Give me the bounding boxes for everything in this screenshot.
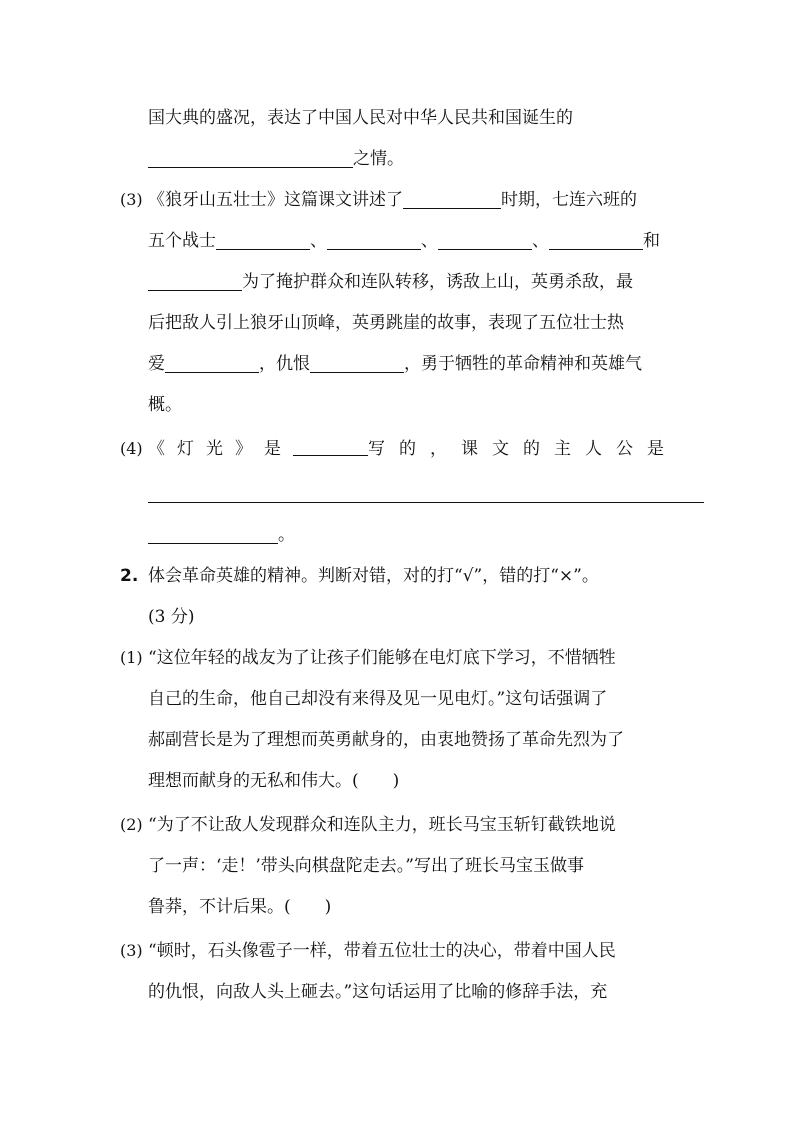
answer-blank[interactable] bbox=[327, 227, 421, 250]
answer-blank[interactable] bbox=[293, 433, 368, 456]
text-segment: ，仇恨 bbox=[259, 354, 310, 374]
q1-cont-line-1: 国大典的盛况，表达了中国人民对中华人民共和国诞生的 bbox=[148, 108, 573, 128]
text-segment: 爱 bbox=[148, 354, 165, 374]
q2-2-line-2: 了一声：‘走！’带头向棋盘陀走去。”写出了班长马宝玉做事 bbox=[148, 856, 584, 876]
question-number: 2. bbox=[120, 566, 139, 586]
q1-3-line-3 bbox=[148, 266, 678, 298]
answer-blank[interactable] bbox=[438, 227, 532, 250]
q2-2-line-1: “为了不让敌人发现群众和连队主力，班长马宝玉斩钉截铁地说 bbox=[148, 815, 616, 835]
q1-3-line-6: 概。 bbox=[148, 395, 182, 415]
text-segment: 《灯光》是 bbox=[148, 439, 293, 459]
q2-3-line-2: 的仇恨，向敌人头上砸去。”这句话运用了比喻的修辞手法，充 bbox=[148, 982, 608, 1002]
q1-3-line-2 bbox=[148, 225, 678, 257]
q2-score: (3 分) bbox=[148, 607, 195, 627]
text-segment: 。 bbox=[278, 525, 295, 545]
q1-3-line-4: 后把敌人引上狼牙山顶峰，英勇跳崖的故事，表现了五位壮士热 bbox=[148, 313, 624, 333]
q2-1-line-1: “这位年轻的战友为了让孩子们能够在电灯底下学习，不惜牺牲 bbox=[148, 648, 616, 668]
q1-4-line-3 bbox=[148, 519, 678, 551]
text-segment: 为了掩护群众和连队转移，诱敌上山，英勇杀敌，最 bbox=[242, 272, 633, 292]
q1-4-line-2 bbox=[148, 478, 708, 510]
q1-cont-line-2 bbox=[148, 143, 678, 175]
q1-3-line-5 bbox=[148, 348, 678, 380]
answer-blank[interactable] bbox=[165, 350, 259, 373]
question-number: (3) bbox=[120, 190, 143, 209]
text-segment: 《狼牙山五壮士》这篇课文讲述了 bbox=[148, 190, 403, 210]
text-segment: 五个战士 bbox=[148, 231, 216, 251]
answer-blank[interactable] bbox=[148, 268, 242, 291]
q2-1-line-4: 理想而献身的无私和伟大。( ) bbox=[148, 771, 400, 791]
answer-blank[interactable] bbox=[148, 145, 353, 168]
question-number: (2) bbox=[120, 815, 143, 834]
q2-2-line-3: 鲁莽，不计后果。( ) bbox=[148, 897, 332, 917]
separator: 、 bbox=[421, 231, 438, 251]
q2-1-line-2: 自己的生命，他自己却没有来得及见一见电灯。”这句话强调了 bbox=[148, 689, 608, 709]
q1-3-line-1 bbox=[148, 184, 678, 216]
answer-blank[interactable] bbox=[549, 227, 643, 250]
text-segment: 之情。 bbox=[353, 149, 404, 169]
answer-blank[interactable] bbox=[310, 350, 404, 373]
answer-blank[interactable] bbox=[216, 227, 310, 250]
q2-instruction: 体会革命英雄的精神。判断对错，对的打“√”，错的打“×”。 bbox=[148, 566, 599, 586]
text-segment: 时期，七连六班的 bbox=[501, 190, 637, 210]
q2-1-line-3: 郝副营长是为了理想而英勇献身的，由衷地赞扬了革命先烈为了 bbox=[148, 730, 624, 750]
question-number: (1) bbox=[120, 648, 143, 667]
answer-blank[interactable] bbox=[148, 521, 278, 544]
text-segment: 和 bbox=[643, 231, 660, 251]
text-segment: 写的，课文的主人公是 bbox=[368, 439, 678, 459]
q1-4-line-1 bbox=[148, 433, 678, 465]
text-segment: ，勇于牺牲的革命精神和英雄气 bbox=[404, 354, 642, 374]
answer-blank[interactable] bbox=[148, 480, 704, 503]
question-number: (3) bbox=[120, 941, 143, 960]
separator: 、 bbox=[532, 231, 549, 251]
question-number: (4) bbox=[120, 439, 143, 458]
answer-blank[interactable] bbox=[403, 186, 501, 209]
separator: 、 bbox=[310, 231, 327, 251]
q2-3-line-1: “顿时，石头像雹子一样，带着五位壮士的决心，带着中国人民 bbox=[148, 941, 616, 961]
